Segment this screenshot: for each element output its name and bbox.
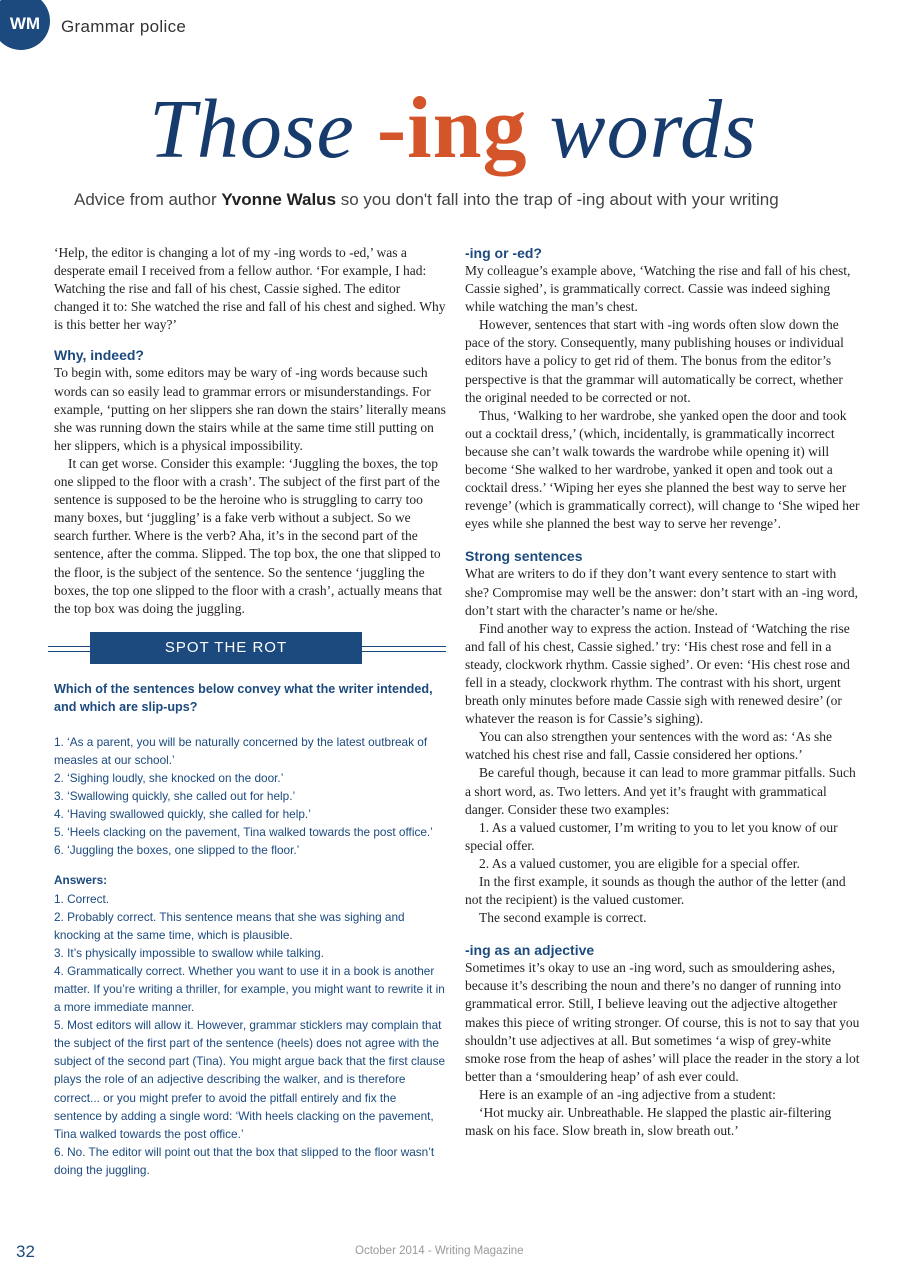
paragraph: 2. As a valued customer, you are eligible for a special offer. [479,855,800,871]
quiz-item: 3. ‘Swallowing quickly, she called out for help.’ [54,789,296,804]
quiz-item: 1. ‘As a parent, you will be naturally concerned by the latest outbreak of measles at our school.’ [54,734,428,767]
answers-heading: Answers: [54,873,108,888]
paragraph: Find another way to express the action. Instead of ‘Watching the rise and fall of his chest, Cassie sighed.’ try: ‘His chest rose and fell in a steady, clockwork rhythm. Cassie sighed’. Or even: ‘His chest rose and fell in a steady, clockwork rhythm. The contrast with his short, urgent breath only minutes before made Cassie sigh with renewed desire’ (or whatever the reason is for Cassie’s sighing). [465,620,850,727]
paragraph: The second example is correct. [479,910,647,926]
quiz-item: 6. ‘Juggling the boxes, one slipped to the floor.’ [54,843,300,858]
paragraph: My colleague’s example above, ‘Watching the rise and fall of his chest, Cassie sighed’, is grammatically correct. Cassie was indeed sighing while watching the man’s chest. [465,263,851,315]
heading-why-indeed: Why, indeed? [54,347,144,364]
right-column [465,244,861,1140]
paragraph: Sometimes it’s okay to use an -ing word, such as smouldering ashes, because it’s describing the noun and there’s no danger of running into grammatical error. Still, I believe leaving out the adjective altogether makes this piece of writing stronger. Of course, this is not to say that you shouldn’t use adjectives at all. But sometimes ‘a wisp of grey-white smoke rose from the heap of ashes’ will place the reader in the story a lot better than a ‘smouldering heap’ of ash ever could. [465,960,860,1084]
paragraph: Thus, ‘Walking to her wardrobe, she yanked open the door and took out a cocktail dress,’ (which, incidentally, is grammatically incorrect because she can’t walk towards the wardrobe while opening it) will become ‘She walked to her wardrobe, yanked it open and took out a cocktail dress.’ ‘Wiping her eyes she planned the best way to serve her revenge’ (which is grammatically correct), will change to ‘She wiped her eyes while she planned the best way to serve her revenge’. [465,407,860,532]
answer-item: 2. Probably correct. This sentence means that she was sighing and knocking at the same time, which is plausible. [54,909,405,942]
paragraph: ‘Hot mucky air. Unbreathable. He slapped the plastic air-filtering mask on his face. Slow breath in, slow breath out.’ [465,1105,832,1139]
spot-the-rot-sidebar [54,680,446,1179]
quiz-item: 2. ‘Sighing loudly, she knocked on the door.’ [54,770,284,785]
paragraph: Be careful though, because it can lead to more grammar pitfalls. Such a short word, as. Two letters. And yet it’s fraught with grammatical danger. Consider these two examples: [465,765,856,817]
answer-item: 3. It’s physically impossible to swallow while talking. [54,945,324,960]
left-column [54,244,446,1179]
paragraph: However, sentences that start with -ing words often slow down the pace of the story. Consequently, many publishing houses or individual editors have a policy to get rid of them. The bonus from the editor’s perspective is that the grammar will automatically be correct, whether the original needed to be corrected or not. [465,317,844,405]
paragraph: To begin with, some editors may be wary of -ing words because such words can so easily lead to grammar errors or misunderstandings. For example, ‘putting on her slippers she ran down the stairs’ literally means she was running down the stairs while at the same time still putting on her slippers, which is a physical impossibility. [54,365,446,453]
paragraph: Here is an example of an -ing adjective from a student: [479,1086,776,1102]
answer-item: 4. Grammatically correct. Whether you want to use it in a book is another matter. If you’re writing a thriller, for example, you might want to rewrite it in a more immediate manner. [54,963,445,1015]
page-number: 32 [16,1242,35,1261]
paragraph: It can get worse. Consider this example: ‘Juggling the boxes, the top one slipped to the floor with a crash’. The subject of the first part of the sentence is supposed to be the heroine who is struggling to carry too many boxes, but ‘juggling’ is a fake verb without a subject. So we search further. Where is the verb? Aha, it’s in the second part of the sentence, after the comma. Slipped. The top box, the one that slipped to the floor, is the subject of the sentence. So the sentence ‘juggling the boxes, the top one slipped to the floor with a crash’, actually means that the top box was doing the juggling. [54,455,443,616]
paragraph: 1. As a valued customer, I’m writing to you to let you know of our special offer. [465,819,838,853]
sidebar-question: Which of the sentences below convey what the writer intended, and which are slip-ups? [54,681,433,715]
magazine-logo-badge: WM [0,0,50,50]
quiz-item: 5. ‘Heels clacking on the pavement, Tina walked towards the post office.’ [54,825,433,840]
heading-ing-as-adjective: -ing as an adjective [465,942,595,959]
heading-strong-sentences: Strong sentences [465,548,583,565]
title-highlight: -ing [376,80,528,177]
sidebar-header [54,630,446,668]
answer-item: 5. Most editors will allow it. However, grammar sticklers may complain that the subject of the first part of the sentence (heels) does not agree with the subject of the second part (Tina). You might argue back that the first clause plays the role of an adjective describing the walker, and is therefore correct... or you might prefer to avoid the pitfall entirely and fix the sentence by adding a single word: ‘With heels clacking on the pavement, Tina walked towards the post office.’ [54,1018,446,1141]
paragraph: In the first example, it sounds as though the author of the letter (and not the recipient) is the valued customer. [465,874,846,908]
answer-item: 1. Correct. [54,891,110,906]
article-title: Those -ing words [149,80,757,177]
quiz-item: 4. ‘Having swallowed quickly, she called for help.’ [54,807,311,822]
standfirst: Advice from author Yvonne Walus so you don't fall into the trap of -ing about with your writing [74,190,779,209]
sidebar-title: SPOT THE ROT [90,632,362,664]
paragraph: You can also strengthen your sentences with the word as: ‘As she watched his chest rise and fall, Cassie considered her options.’ [465,729,832,763]
author-name: Yvonne Walus [221,190,337,209]
heading-ing-or-ed: -ing or -ed? [465,245,542,261]
paragraph: What are writers to do if they don’t want every sentence to start with she? Compromise may well be the answer: don’t start with an -ing word, don’t start with the character’s name or he/she. [465,566,859,618]
footer-issue: October 2014 - Writing Magazine [355,1245,524,1257]
section-label: Grammar police [61,17,187,36]
intro-paragraph: ‘Help, the editor is changing a lot of my -ing words to -ed,’ was a desperate email I received from a fellow author. ‘For example, I had: Watching the rise and fall of his chest, Cassie sighed. The editor changed it to: She watched the rise and fall of his chest and sighed. Why is this better her way?’ [54,245,446,333]
answer-item: 6. No. The editor will point out that the box that slipped to the floor wasn’t doing the juggling. [54,1144,435,1177]
